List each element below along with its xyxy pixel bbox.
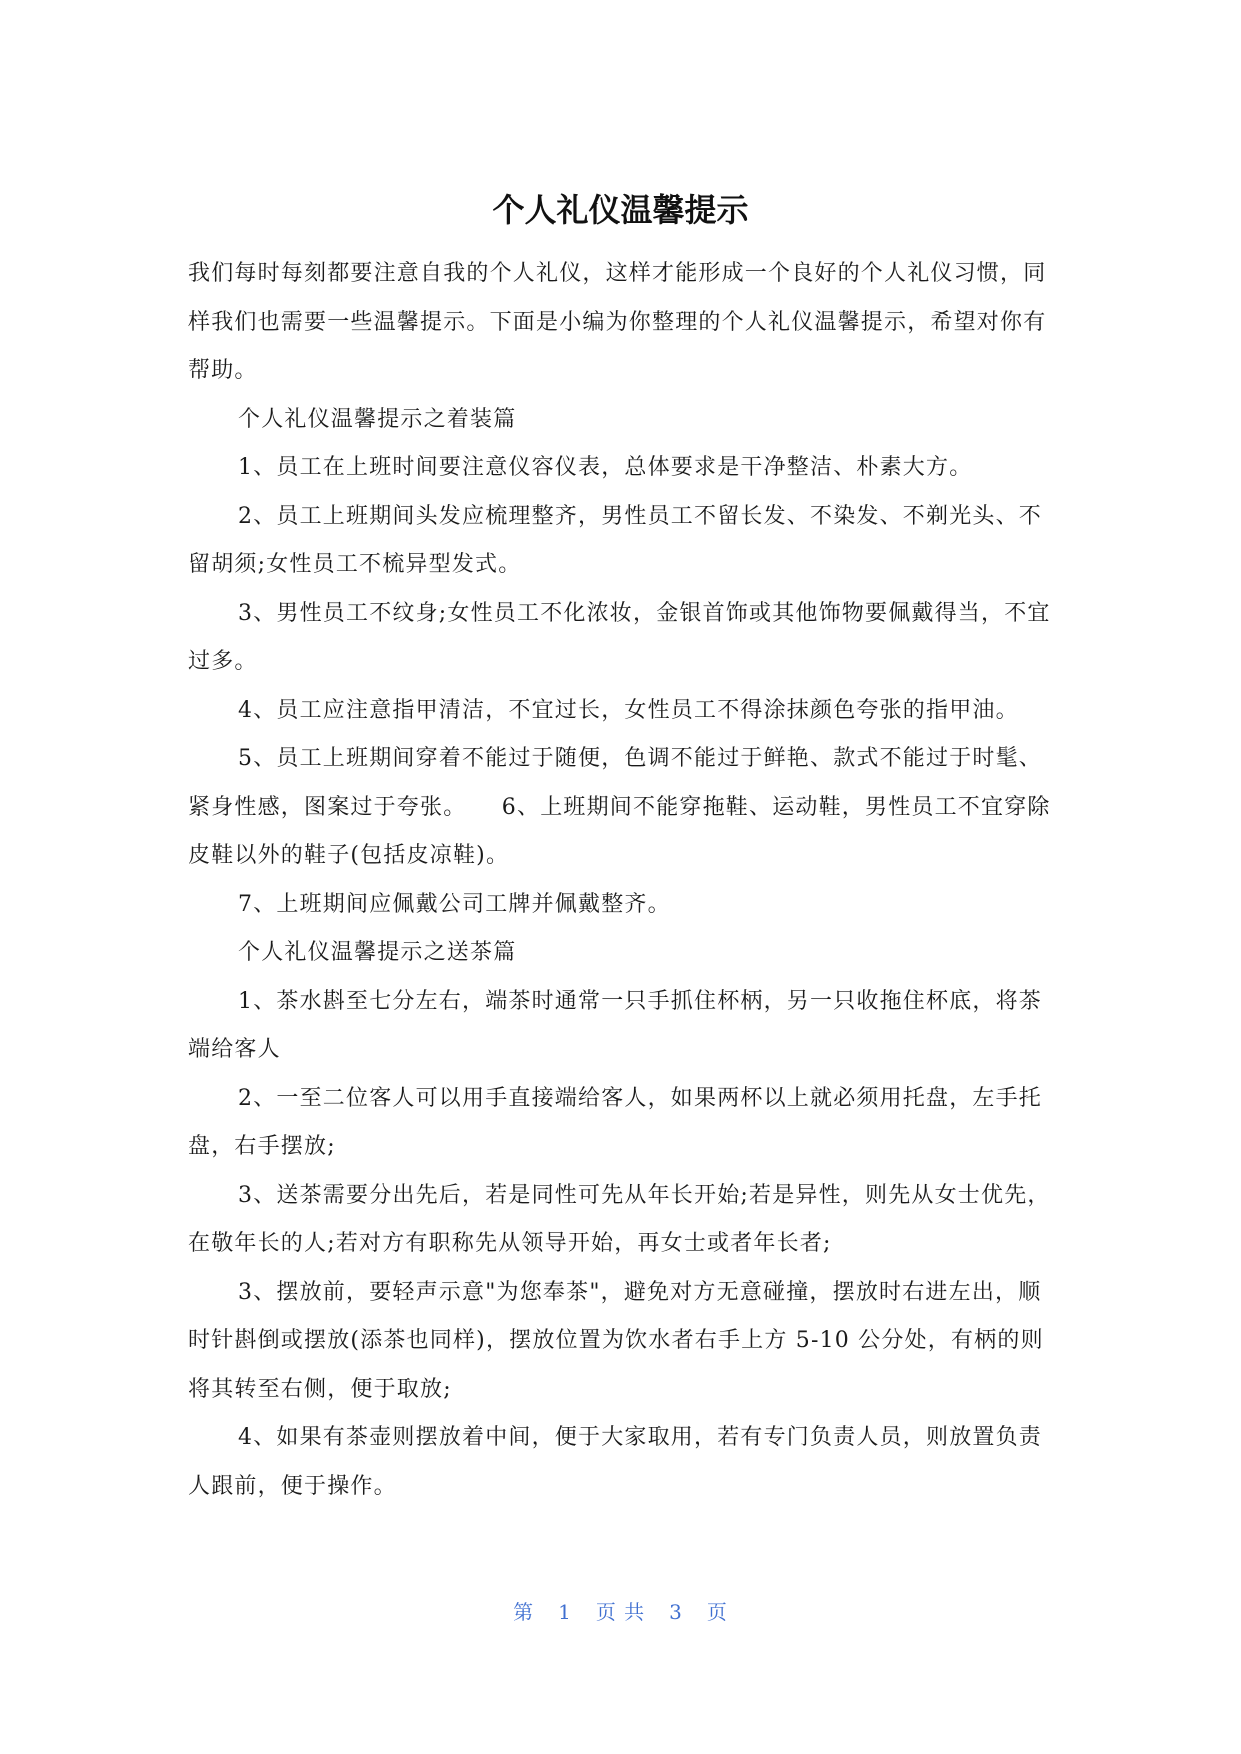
tea-item-2: 2、一至二位客人可以用手直接端给客人，如果两杯以上就必须用托盘，左手托盘，右手摆放;	[188, 1085, 1042, 1159]
tea-item-3b: 3、摆放前，要轻声示意"为您奉茶"，避免对方无意碰撞，摆放时右进左出，顺时针斟倒或摆放(添茶也同样)，摆放位置为饮水者右手上方 5-10 公分处，有柄的则将其转至右侧，便于取放;	[188, 1279, 1044, 1402]
tea-item-3a: 3、送茶需要分出先后，若是同性可先从年长开始;若是异性，则先从女士优先，在敬年长的人;若对方有职称先从领导开始，再女士或者年长者;	[188, 1182, 1051, 1256]
attire-item-2: 2、员工上班期间头发应梳理整齐，男性员工不留长发、不染发、不剃光头、不留胡须;女性员工不梳异型发式。	[188, 503, 1042, 577]
page-label-prefix: 第	[513, 1600, 535, 1624]
section-heading-tea: 个人礼仪温馨提示之送茶篇	[238, 940, 517, 965]
page-footer	[0, 1596, 1241, 1625]
attire-item-3: 3、男性员工不纹身;女性员工不化浓妆，金银首饰或其他饰物要佩戴得当，不宜过多。	[188, 600, 1051, 674]
attire-item-4: 4、员工应注意指甲清洁，不宜过长，女性员工不得涂抹颜色夸张的指甲油。	[238, 697, 1019, 723]
document-body	[188, 250, 1058, 1511]
attire-item-7: 7、上班期间应佩戴公司工牌并佩戴整齐。	[238, 891, 671, 917]
page-label-suffix: 页	[706, 1600, 728, 1624]
intro-paragraph: 我们每时每刻都要注意自我的个人礼仪，这样才能形成一个良好的个人礼仪习惯，同样我们也需要一些温馨提示。下面是小编为你整理的个人礼仪温馨提示，希望对你有帮助。	[188, 261, 1047, 383]
tea-item-1: 1、茶水斟至七分左右，端茶时通常一只手抓住杯柄，另一只收拖住杯底，将茶端给客人	[188, 988, 1042, 1062]
attire-item-1: 1、员工在上班时间要注意仪容仪表，总体要求是干净整洁、朴素大方。	[238, 455, 973, 480]
section-heading-attire: 个人礼仪温馨提示之着装篇	[238, 406, 517, 432]
page-label-middle: 页 共	[595, 1600, 646, 1624]
total-pages-number: 3	[669, 1600, 683, 1624]
attire-item-5-6: 5、员工上班期间穿着不能过于随便，色调不能过于鲜艳、款式不能过于时髦、紧身性感，图案过于夸张。 6、上班期间不能穿拖鞋、运动鞋，男性员工不宜穿除皮鞋以外的鞋子(包括皮凉鞋)。	[188, 746, 1051, 868]
tea-item-4: 4、如果有茶壶则摆放着中间，便于大家取用，若有专门负责人员，则放置负责人跟前，便于操作。	[188, 1425, 1042, 1499]
current-page-number: 1	[558, 1600, 572, 1624]
document-title: 个人礼仪温馨提示	[492, 191, 749, 229]
